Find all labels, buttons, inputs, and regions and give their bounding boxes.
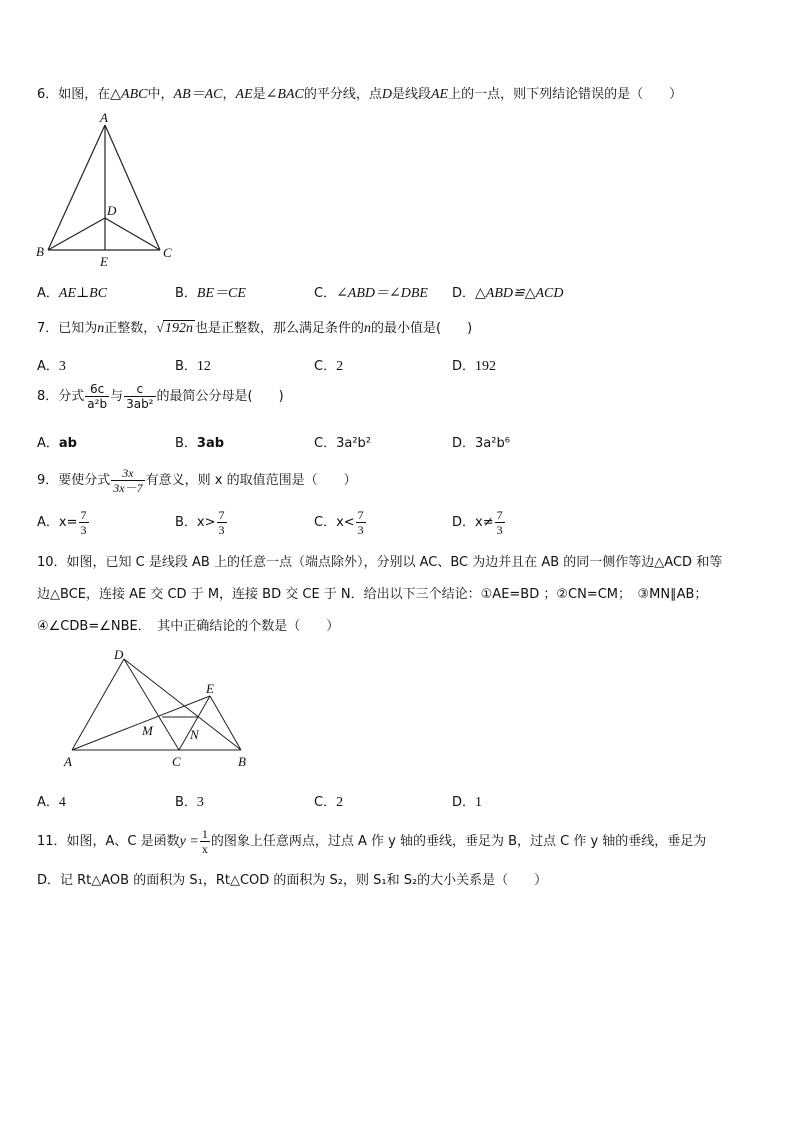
q6-label-a: A: [100, 110, 108, 125]
q7-option-d[interactable]: D．192: [452, 359, 497, 374]
q7-option-c[interactable]: C．2: [314, 359, 344, 374]
q10-option-a[interactable]: A．4: [37, 795, 66, 810]
q8-option-d[interactable]: D．3a²b⁶: [452, 436, 510, 451]
q10-option-b[interactable]: B．3: [175, 795, 204, 810]
q8-option-c[interactable]: C．3a²b²: [314, 436, 371, 451]
q6-option-b[interactable]: B．BE＝CE: [175, 286, 246, 301]
q6-label-b: B: [36, 244, 44, 259]
q8-fraction-1: $\frac{6c}{\text{a²b}}$: [87, 382, 108, 411]
q10-figure: [58, 645, 268, 775]
q10-label-n: N: [190, 727, 199, 742]
q8-fraction-2: $\frac{c}{\text{3ab²}}$: [126, 382, 154, 411]
q9-option-d[interactable]: D．x≠ $\frac{7}{3}$: [452, 508, 503, 537]
q7-option-b[interactable]: B．12: [175, 359, 211, 374]
q10-option-d[interactable]: D．1: [452, 795, 483, 810]
q9-option-c[interactable]: C．x< $\frac{7}{3}$: [314, 508, 364, 537]
q10-stem-line3: ④∠CDB=∠NBE． 其中正确结论的个数是（ ）: [37, 619, 340, 634]
q9-fraction: $\frac{3x}{3x-7}$: [113, 466, 143, 495]
q10-stem-line1: 10．如图，已知 C 是线段 AB 上的任意一点（端点除外），分别以 AC、BC 为边并且在 AB 的同一侧作等边△ACD 和等: [37, 555, 723, 570]
q6-label-c: C: [163, 245, 172, 260]
q6-stem: 6．如图，在△ABC中，AB＝AC，AE是∠BAC的平分线，点D是线段AE上的一点，则下列结论错误的是（ ）: [37, 87, 683, 102]
q10-stem-line2: 边△BCE，连接 AE 交 CD 于 M，连接 BD 交 CE 于 N．给出以下三个结论：①AE=BD ；②CN=CM； ③MN∥AB；: [37, 587, 708, 602]
q10-label-d: D: [114, 647, 124, 662]
q10-label-a: A: [64, 754, 72, 769]
q6-option-c[interactable]: C．∠ABD＝∠DBE: [314, 286, 428, 301]
q9-stem: 9．要使分式 $\frac{3x}{3x-7}$ 有意义，则 x 的取值范围是（ ）: [37, 466, 357, 495]
q9-option-a[interactable]: A．x= $\frac{7}{3}$: [37, 508, 87, 537]
q7-option-a[interactable]: A．3: [37, 359, 66, 374]
q6-label-e: E: [100, 254, 108, 269]
q6-option-a[interactable]: A．AE⊥BC: [37, 286, 108, 301]
q6-label-d: D: [107, 203, 117, 218]
q11-fraction: $\frac{1}{x}$: [201, 827, 208, 856]
q6-option-d[interactable]: D．△ABD≌△ACD: [452, 286, 564, 301]
q10-label-b: B: [238, 754, 246, 769]
q10-label-c: C: [172, 754, 181, 769]
q10-option-c[interactable]: C．2: [314, 795, 344, 810]
q10-label-m: M: [142, 723, 153, 738]
q11-stem-line2: D．记 Rt△AOB 的面积为 S₁，Rt△COD 的面积为 S₂，则 S₁和 S₂的大小关系是（ ）: [37, 873, 548, 888]
q8-option-b[interactable]: B．3ab: [175, 436, 225, 451]
q10-label-e: E: [206, 681, 214, 696]
q8-stem: 8．分式 $\frac{6c}{\text{a²b}}$ 与 $\frac{c}{\text{3ab²}}$ 的最简公分母是( ): [37, 382, 284, 411]
q6-figure: [30, 110, 190, 270]
q9-option-b[interactable]: B．x> $\frac{7}{3}$: [175, 508, 225, 537]
q7-radicand: 192n: [164, 321, 193, 336]
q7-stem: 7．已知为n正整数，√192n 也是正整数，那么满足条件的n的最小值是( ): [37, 321, 473, 336]
q11-stem-line1: 11．如图，A、C 是函数y = $\frac{1}{x}$ 的图象上任意两点，过点 A 作 y 轴的垂线，垂足为 B，过点 C 作 y 轴的垂线，垂足为: [37, 827, 707, 856]
q8-option-a[interactable]: A．ab: [37, 436, 77, 451]
